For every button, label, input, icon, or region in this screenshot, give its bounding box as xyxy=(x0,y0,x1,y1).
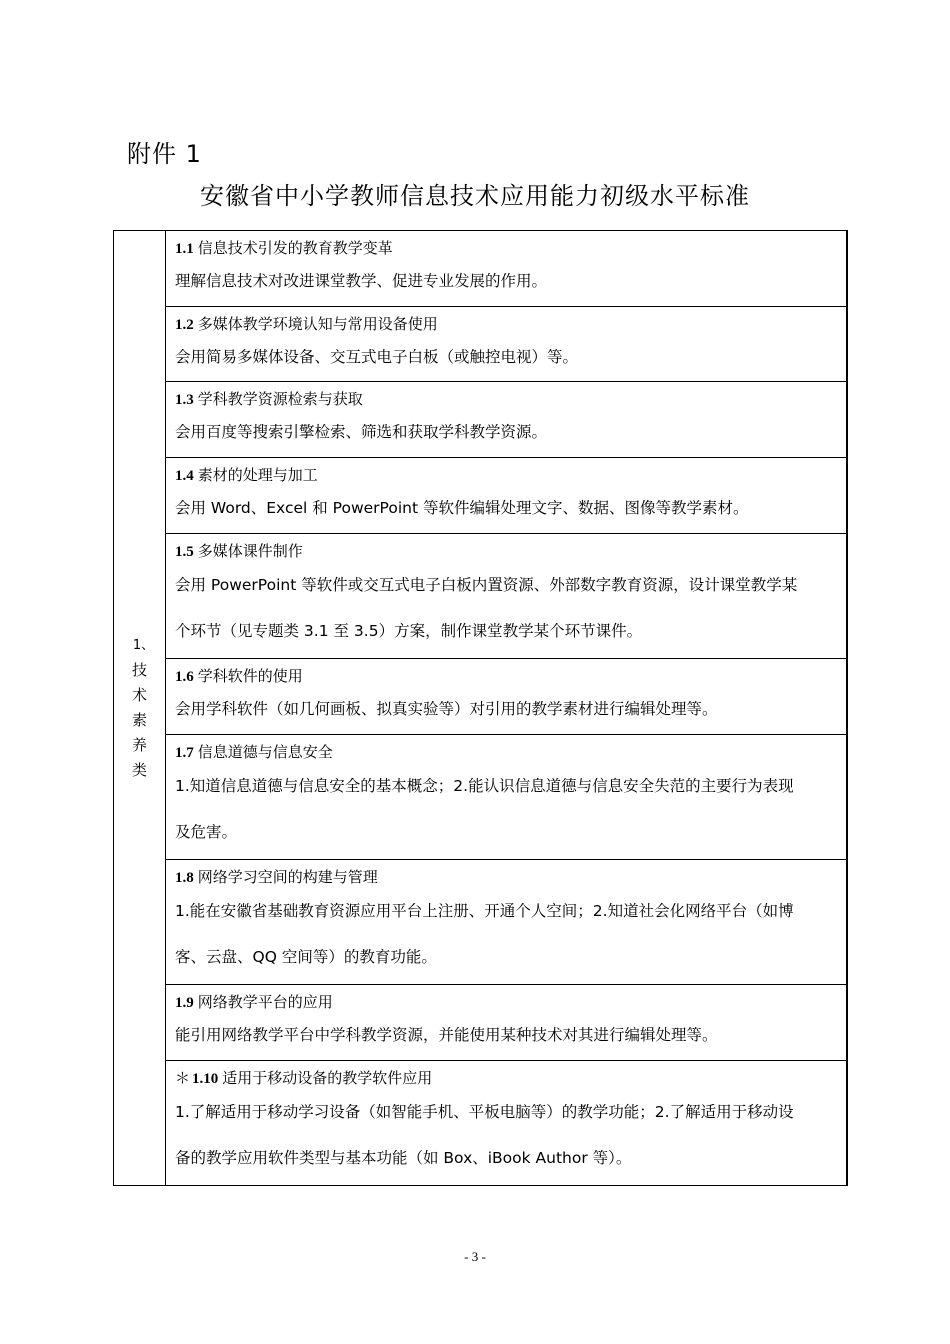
item-heading xyxy=(175,1067,840,1089)
item-name: 学科软件的使用 xyxy=(197,667,303,685)
standard-item xyxy=(166,534,846,659)
item-code: 1.7 xyxy=(175,745,194,761)
item-description xyxy=(175,888,840,980)
item-code: 1.1 xyxy=(175,241,194,257)
item-code: 1.8 xyxy=(175,870,194,886)
description-line: 1.能在安徽省基础教育资源应用平台上注册、开通个人空间；2.知道社会化网络平台（如博 xyxy=(175,902,794,920)
description-line: 会用 PowerPoint 等软件或交互式电子白板内置资源、外部数字教育资源，设计课堂教学某 xyxy=(175,576,798,594)
category-cell xyxy=(114,231,166,1185)
category-char: 素 xyxy=(131,711,147,729)
page-number: - 3 - xyxy=(464,1249,486,1264)
item-name: 多媒体教学环境认知与常用设备使用 xyxy=(197,315,438,333)
category-number: 1、 xyxy=(132,638,155,653)
item-description xyxy=(175,270,840,292)
item-description xyxy=(175,346,840,368)
item-heading xyxy=(175,237,840,259)
item-heading xyxy=(175,665,840,687)
item-heading xyxy=(175,866,840,888)
item-heading xyxy=(175,741,840,763)
category-char: 术 xyxy=(131,686,147,704)
item-description xyxy=(175,1024,840,1046)
standards-table xyxy=(113,230,848,1186)
standard-item xyxy=(166,659,846,735)
standard-item xyxy=(166,985,846,1061)
description-line: 会用 Word、Excel 和 PowerPoint 等软件编辑处理文字、数据、图像等教学素材。 xyxy=(175,499,749,517)
description-line: 会用百度等搜索引擎检索、筛选和获取学科教学资源。 xyxy=(175,423,548,441)
description-line: 1.知道信息道德与信息安全的基本概念；2.能认识信息道德与信息安全失范的主要行为表现 xyxy=(175,777,794,795)
item-name: 信息技术引发的教育教学变革 xyxy=(197,239,393,257)
standard-item xyxy=(166,458,846,534)
description-line: 理解信息技术对改进课堂教学、促进专业发展的作用。 xyxy=(175,272,548,290)
description-line: 客、云盘、QQ 空间等）的教育功能。 xyxy=(175,948,437,966)
category-char: 类 xyxy=(131,761,147,779)
item-name: 适用于移动设备的教学软件应用 xyxy=(222,1069,433,1087)
item-description xyxy=(175,698,840,720)
category-char: 技 xyxy=(131,661,147,679)
item-heading xyxy=(175,313,840,335)
item-code: 1.9 xyxy=(175,995,194,1011)
description-line: 会用学科软件（如几何画板、拟真实验等）对引用的教学素材进行编辑处理等。 xyxy=(175,700,718,718)
item-name: 信息道德与信息安全 xyxy=(197,743,333,761)
item-code: 1.4 xyxy=(175,468,194,484)
description-line: 会用简易多媒体设备、交互式电子白板（或触控电视）等。 xyxy=(175,348,579,366)
item-description xyxy=(175,421,840,443)
items-column xyxy=(166,231,846,1185)
description-line: 个环节（见专题类 3.1 至 3.5）方案，制作课堂教学某个环节课件。 xyxy=(175,622,643,640)
item-description xyxy=(175,1089,840,1181)
description-line: 及危害。 xyxy=(175,823,238,841)
standard-item xyxy=(166,307,846,382)
category-char: 养 xyxy=(131,736,147,754)
description-line: 备的教学应用软件类型与基本功能（如 Box、iBook Author 等）。 xyxy=(175,1149,632,1167)
description-line: 能引用网络教学平台中学科教学资源，并能使用某种技术对其进行编辑处理等。 xyxy=(175,1026,718,1044)
description-line: 1.了解适用于移动学习设备（如智能手机、平板电脑等）的教学功能；2.了解适用于移动设 xyxy=(175,1103,794,1121)
standard-item xyxy=(166,231,846,307)
item-heading xyxy=(175,388,840,410)
item-name: 网络教学平台的应用 xyxy=(197,993,333,1011)
star-mark: ＊ xyxy=(175,1069,191,1087)
document-title: 安徽省中小学教师信息技术应用能力初级水平标准 xyxy=(200,182,750,210)
item-description xyxy=(175,497,840,519)
item-name: 多媒体课件制作 xyxy=(197,542,303,560)
item-heading xyxy=(175,991,840,1013)
item-code: 1.10 xyxy=(192,1071,219,1087)
item-description xyxy=(175,763,840,855)
item-name: 学科教学资源检索与获取 xyxy=(197,390,363,408)
item-description xyxy=(175,562,840,654)
item-heading xyxy=(175,540,840,562)
item-code: 1.3 xyxy=(175,392,194,408)
standard-item xyxy=(166,860,846,985)
item-name: 素材的处理与加工 xyxy=(197,466,318,484)
standard-item xyxy=(166,735,846,860)
standard-item xyxy=(166,1061,846,1185)
item-code: 1.2 xyxy=(175,317,194,333)
attachment-label: 附件 1 xyxy=(127,140,202,168)
item-heading xyxy=(175,464,840,486)
item-code: 1.6 xyxy=(175,669,194,685)
standard-item xyxy=(166,382,846,458)
item-code: 1.5 xyxy=(175,544,194,560)
item-name: 网络学习空间的构建与管理 xyxy=(197,868,378,886)
